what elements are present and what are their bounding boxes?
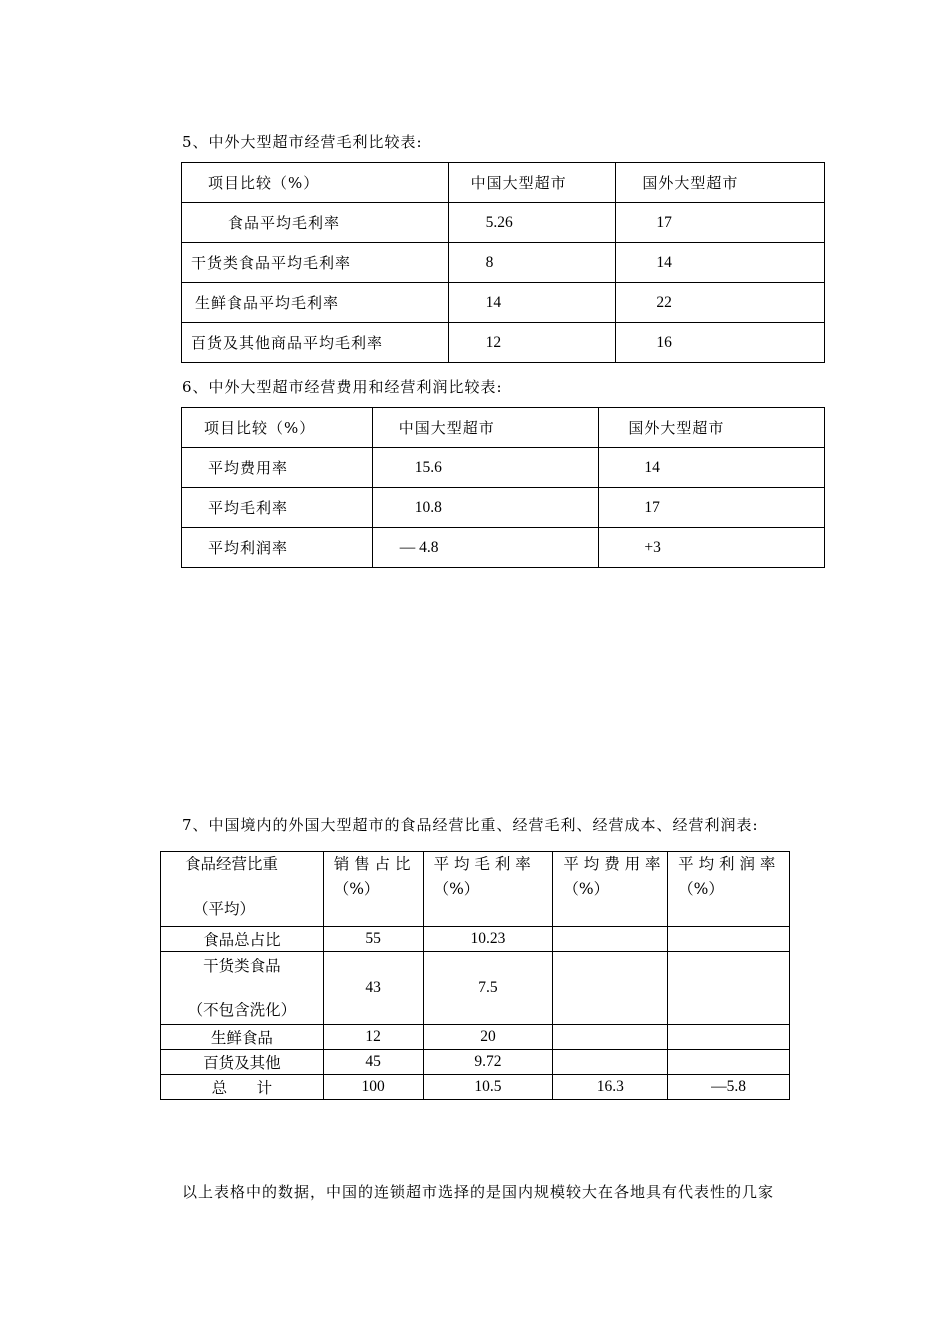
table-header-row [161, 852, 790, 927]
china-value: — 4.8 [372, 528, 599, 568]
margin-value: 10.5 [423, 1075, 553, 1100]
header-expense-rate [553, 852, 668, 927]
table-row-total [161, 1075, 790, 1100]
section6-heading: 6、中外大型超市经营费用和经营利润比较表: [182, 378, 503, 396]
foreign-value: 16 [616, 323, 825, 363]
expense-value [553, 1025, 668, 1050]
china-value: 12 [448, 323, 616, 363]
row-label: 总 计 [161, 1075, 324, 1100]
margin-value: 7.5 [423, 952, 553, 1025]
row-label: 食品总占比 [161, 927, 324, 952]
header-china: 中国大型超市 [398, 419, 495, 437]
closing-paragraph: 以上表格中的数据，中国的连锁超市选择的是国内规模较大在各地具有代表性的几家 [182, 1183, 775, 1201]
sales-value: 12 [323, 1025, 423, 1050]
sales-value: 43 [323, 952, 423, 1025]
row-label: 百货及其他商品平均毛利率 [191, 334, 384, 352]
expense-value: 16.3 [553, 1075, 668, 1100]
row-label: 生鲜食品 [161, 1025, 324, 1050]
foreign-value: 17 [599, 488, 825, 528]
row-label-line: （不包含洗化） [187, 1001, 297, 1019]
row-label: 平均费用率 [208, 459, 289, 477]
header-line: （%） [333, 880, 380, 898]
table-row [161, 952, 790, 1025]
table-row [182, 203, 825, 243]
margin-value: 9.72 [423, 1050, 553, 1075]
sales-value: 100 [323, 1075, 423, 1100]
profit-value [668, 927, 790, 952]
header-line: 平 均 费 用 率 [563, 855, 661, 873]
profit-value [668, 1025, 790, 1050]
profit-value: —5.8 [668, 1075, 790, 1100]
row-label [161, 952, 324, 1025]
table-row [182, 243, 825, 283]
china-value: 14 [448, 283, 616, 323]
expense-value [553, 1050, 668, 1075]
row-label: 食品平均毛利率 [228, 214, 341, 232]
table-header-row [182, 408, 825, 448]
row-label: 平均毛利率 [208, 499, 289, 517]
header-item: 项目比较（%） [204, 419, 316, 437]
row-label: 百货及其他 [161, 1050, 324, 1075]
table-row [182, 528, 825, 568]
china-value: 15.6 [372, 448, 599, 488]
section5-heading: 5、中外大型超市经营毛利比较表: [182, 133, 423, 151]
header-line: （%） [678, 880, 724, 898]
gross-margin-table [181, 162, 825, 363]
expense-value [553, 927, 668, 952]
header-item: 项目比较（%） [208, 174, 320, 192]
foreign-value: +3 [599, 528, 825, 568]
margin-value: 10.23 [423, 927, 553, 952]
table-row [161, 927, 790, 952]
header-profit-rate [668, 852, 790, 927]
foreign-value: 22 [616, 283, 825, 323]
sales-value: 55 [323, 927, 423, 952]
header-foreign: 国外大型超市 [628, 419, 725, 437]
row-label-line: 干货类食品 [203, 957, 281, 975]
foreign-value: 14 [616, 243, 825, 283]
header-foreign: 国外大型超市 [642, 174, 739, 192]
profit-value [668, 1050, 790, 1075]
header-line: （平均） [193, 900, 256, 918]
header-line: 平 均 利 润 率 [678, 855, 776, 873]
margin-value: 20 [423, 1025, 553, 1050]
expense-value [553, 952, 668, 1025]
header-line: （%） [563, 880, 610, 898]
foreign-value: 14 [599, 448, 825, 488]
header-line: （%） [433, 880, 480, 898]
china-value: 5.26 [448, 203, 616, 243]
header-sales-share [323, 852, 423, 927]
header-gross-margin [423, 852, 553, 927]
china-value: 10.8 [372, 488, 599, 528]
row-label: 平均利润率 [208, 539, 289, 557]
table-row [182, 448, 825, 488]
table-row [182, 323, 825, 363]
header-line: 食品经营比重 [185, 855, 279, 873]
table-header-row [182, 163, 825, 203]
table-row [182, 283, 825, 323]
table-row [182, 488, 825, 528]
header-line: 销 售 占 比 [333, 855, 411, 873]
food-operation-table [160, 851, 790, 1100]
header-line: 平 均 毛 利 率 [433, 855, 531, 873]
table-row [161, 1050, 790, 1075]
header-china: 中国大型超市 [470, 174, 567, 192]
sales-value: 45 [323, 1050, 423, 1075]
china-value: 8 [448, 243, 616, 283]
table-row [161, 1025, 790, 1050]
expense-profit-table [181, 407, 825, 568]
row-label: 生鲜食品平均毛利率 [195, 294, 340, 312]
row-label: 干货类食品平均毛利率 [191, 254, 352, 272]
profit-value [668, 952, 790, 1025]
header-food-share [161, 852, 324, 927]
foreign-value: 17 [616, 203, 825, 243]
section7-heading: 7、中国境内的外国大型超市的食品经营比重、经营毛利、经营成本、经营利润表: [182, 816, 759, 834]
